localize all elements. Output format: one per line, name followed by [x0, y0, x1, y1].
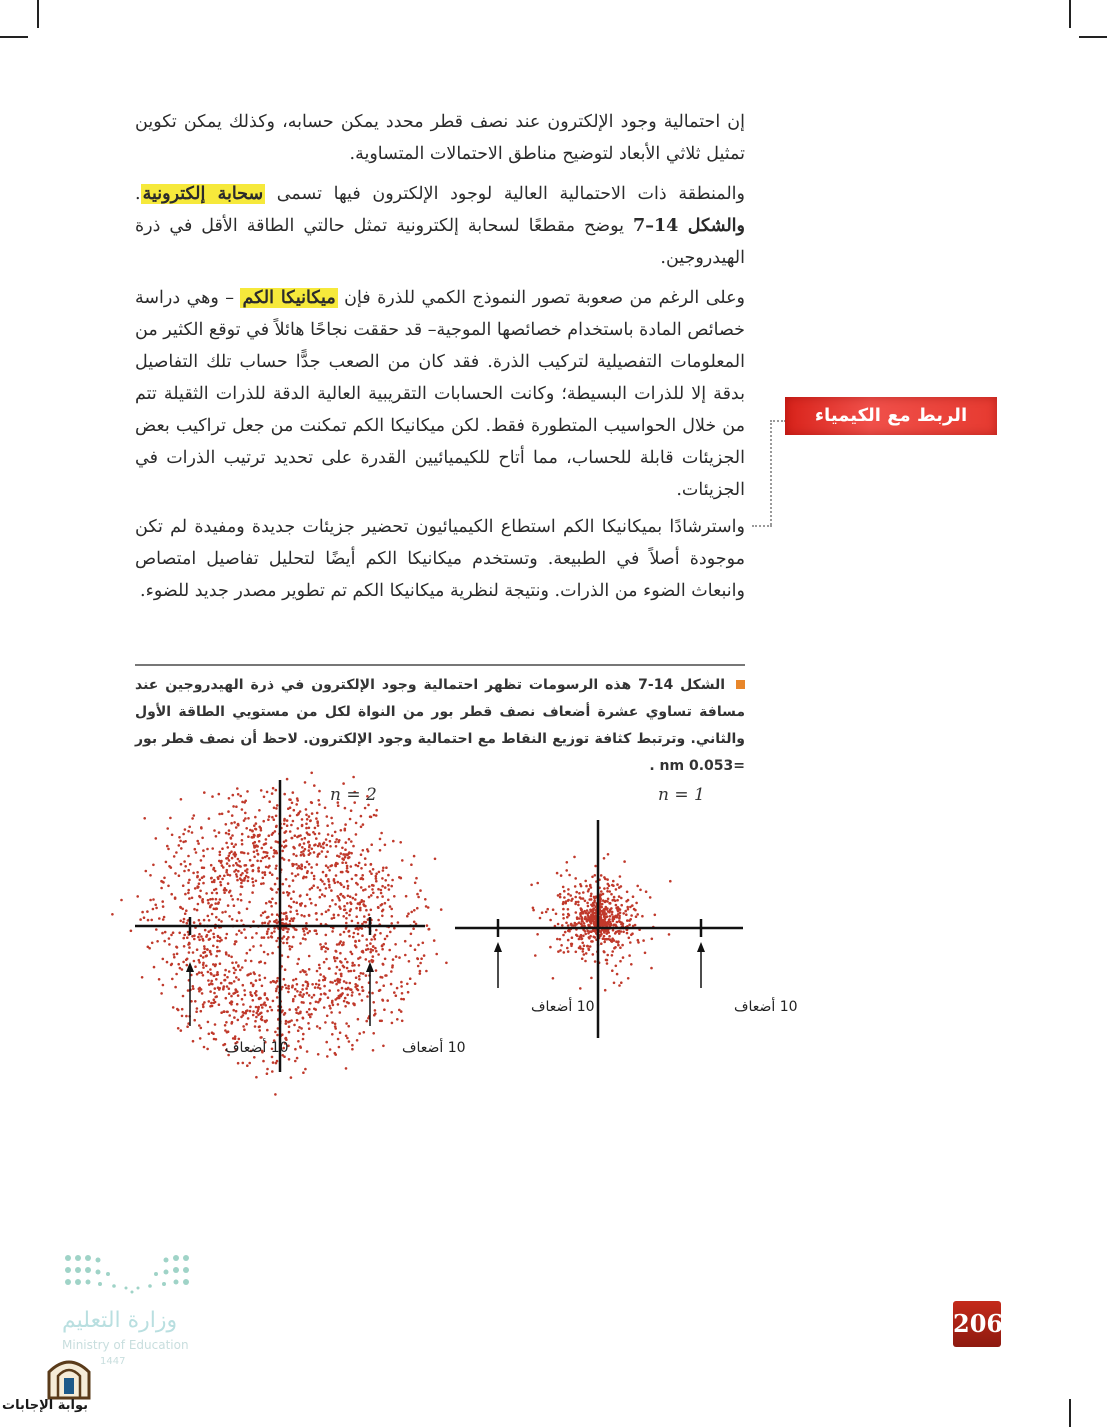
- ministry-name-arabic: وزارة التعليم: [62, 1308, 178, 1333]
- term-quantum-mechanics: ميكانيكا الكم: [242, 288, 336, 308]
- caption-text: هذه الرسومات تظهر احتمالية وجود الإلكترون في ذرة الهيدروجين عند مسافة تساوي عشرة أضعاف نصف قطر بور من النواة لكل من مستويي الطاقة الأول والثاني. وترتبط كثافة توزيع النقاط مع احتمالية وجود الإلكترون. لاحظ أن نصف قطر بور =0.053 nm .: [135, 677, 745, 774]
- panel-label-n1: n = 1: [658, 785, 705, 805]
- panel-label-n2: n = 2: [330, 785, 377, 805]
- arrowhead-icon: [366, 962, 374, 972]
- paragraph-2-period: .: [135, 184, 141, 204]
- ministry-year: 1447: [100, 1356, 126, 1367]
- term-electron-cloud: سحابة إلكترونية: [142, 184, 264, 204]
- arrowhead-icon: [186, 962, 194, 972]
- page-number: 206: [953, 1301, 1001, 1347]
- ministry-logo-icon: [62, 1250, 202, 1295]
- arrowhead-icon: [494, 942, 502, 952]
- arrow-label-n2-right: 10 أضعاف: [402, 1040, 466, 1056]
- arrow-label-n1-left: 10 أضعاف: [531, 999, 595, 1015]
- arrow-label-n2-left: 10 أضعاف: [225, 1040, 289, 1056]
- paragraph-1: إن احتمالية وجود الإلكترون عند نصف قطر محدد يمكن حسابه، وكذلك يمكن تكوين تمثيل ثلاثي الأبعاد لتوضيح مناطق الاحتمالات المتساوية.: [135, 112, 745, 164]
- paragraph-2-text-continued: يوضح مقطعًا لسحابة إلكترونية تمثل حالتي الطاقة الأقل في ذرة الهيدروجين.: [135, 216, 745, 268]
- caption-label: الشكل 14-7: [638, 677, 726, 693]
- paragraph-4: واسترشادًا بميكانيكا الكم استطاع الكيميائيون تحضير جزيئات جديدة ومفيدة لم تكن موجودة أصلاً في الطبيعة. وتستخدم ميكانيكا الكم أيضًا لتحليل تفاصيل امتصاص وانبعاث الضوء من الذرات. ونتيجة لنظرية ميكانيكا الكم تم تطوير مصدر جديد للضوء.: [135, 517, 745, 601]
- electron-dots-n1: [530, 853, 671, 992]
- paragraph-2-text: والمنطقة ذات الاحتمالية العالية لوجود الإلكترون فيها تسمى: [276, 184, 745, 204]
- paragraph-3-text: وعلى الرغم من صعوبة تصور النموذج الكمي للذرة فإن: [344, 288, 745, 308]
- ministry-name-english: Ministry of Education: [62, 1338, 189, 1352]
- figure-reference: والشكل 14–7: [633, 216, 745, 236]
- answers-gate-label: بوابة الإجابات: [2, 1398, 88, 1413]
- arrow-label-n1-right: 10 أضعاف: [734, 999, 798, 1015]
- chemistry-connection-banner: الربط مع الكيمياء: [785, 397, 997, 435]
- answers-gate-logo-icon: [44, 1350, 94, 1400]
- paragraph-3-text-continued: – وهي دراسة خصائص المادة باستخدام خصائصها الموجية– قد حققت نجاحًا هائلاً في توقع الكثير من المعلومات التفصيلية لتركيب الذرة. فقد كان من الصعب جدًّا حساب تلك التفاصيل بدقة إلا للذرات البسيطة؛ وكانت الحسابات التقريبية العالية الدقة للذرات الثقيلة تتم من خلال الحواسيب المتطورة فقط. لكن ميكانيكا الكم تمكنت من جعل تراكيب بعض الجزيئات قابلة للحساب، مما أتاح للكيميائيين القدرة على تحديد ترتيب الذرات في الجزيئات.: [135, 288, 745, 500]
- arrowhead-icon: [697, 942, 705, 952]
